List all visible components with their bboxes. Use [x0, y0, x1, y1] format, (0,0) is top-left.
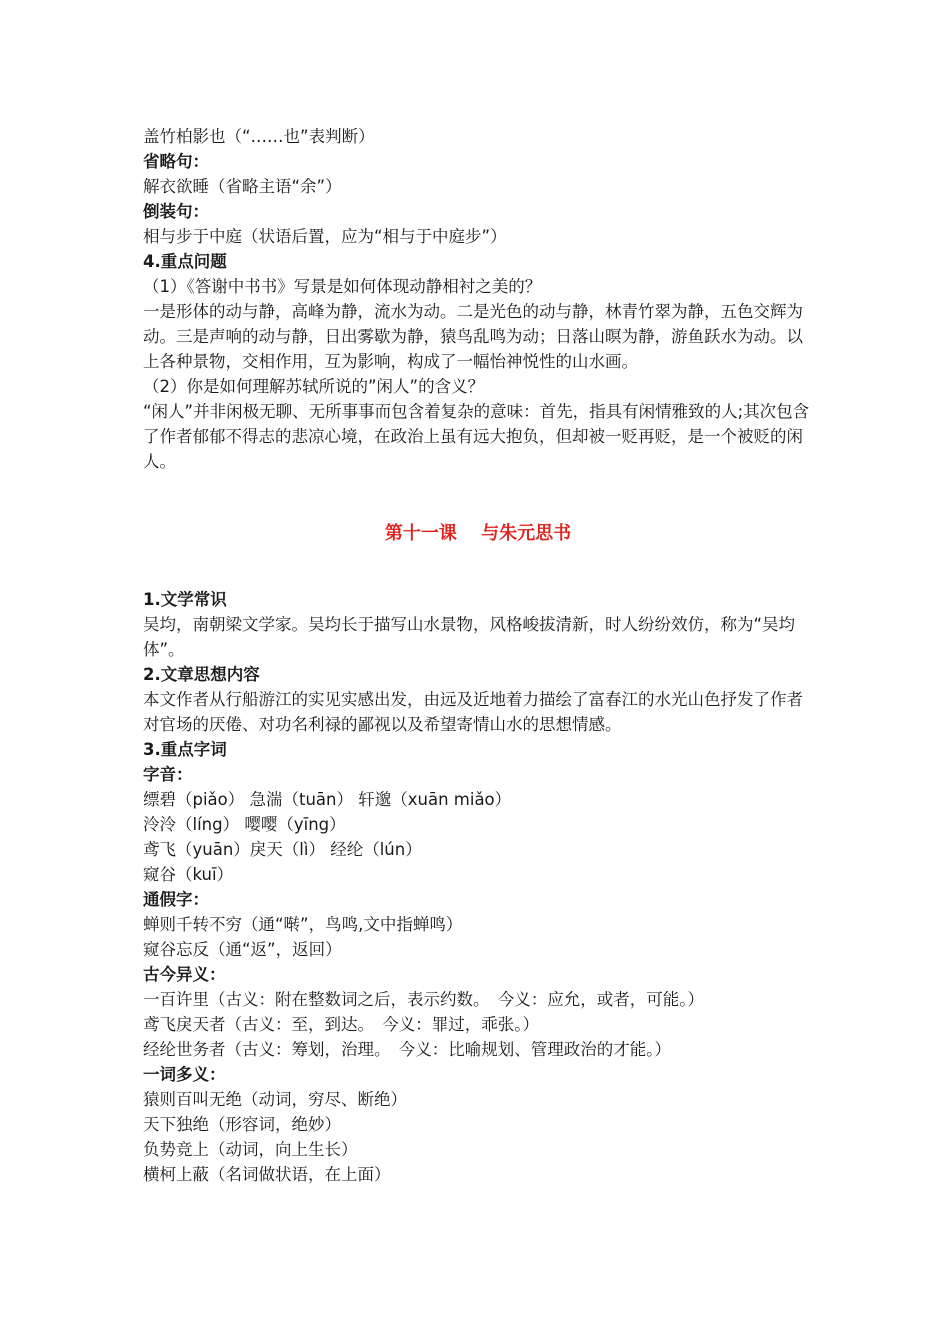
literary-knowledge-text: 吴均，南朝梁文学家。吴均长于描写山水景物，风格峻拔清新，时人纷纷效仿，称为“吴均体”。 — [143, 615, 796, 659]
judgment-sentence-example: 盖竹柏影也（“……也”表判断） — [143, 127, 375, 146]
polysemy-line: 天下独绝（形容词，绝妙） — [143, 1115, 341, 1134]
interchangeable-word-line: 蝉则千转不穷（通“啭”，鸟鸣,文中指蝉鸣） — [143, 915, 463, 934]
lesson-title: 第十一课 与朱元思书 — [384, 523, 572, 544]
interchangeable-word-line: 窥谷忘反（通“返”，返回） — [143, 940, 342, 959]
pronunciation-line: 鸢飞（yuān）戾天（lì） 经纶（lún） — [143, 840, 422, 859]
document-page — [143, 124, 813, 1187]
ancient-modern-meaning-line: 一百许里（古义：附在整数词之后，表示约数。 今义：应允，或者，可能。） — [143, 990, 704, 1009]
question-2: （2）你是如何理解苏轼所说的”闲人”的含义？ — [143, 377, 485, 396]
pronunciation-line: 泠泠（líng） 嘤嘤（yīng） — [143, 815, 346, 834]
ancient-modern-meaning-line: 经纶世务者（古义：筹划，治理。 今义：比喻规划、管理政治的才能。） — [143, 1040, 671, 1059]
literary-knowledge-heading: 1.文学常识 — [143, 590, 227, 609]
pronunciation-line: 缥碧（piǎo） 急湍（tuān） 轩邈（xuān miǎo） — [143, 790, 512, 809]
answer-2: “闲人”并非闲极无聊、无所事事而包含着复杂的意味：首先，指具有闲情雅致的人;其次包含了作者郁郁不得志的悲凉心境，在政治上虽有远大抱负，但却被一贬再贬，是一个被贬的闲人。 — [143, 402, 810, 471]
polysemy-heading: 一词多义： — [143, 1065, 226, 1084]
pronunciation-line: 窥谷（kuī） — [143, 865, 234, 884]
inverted-sentence-example: 相与步于中庭（状语后置，应为“相与于中庭步”） — [143, 227, 507, 246]
key-words-heading: 3.重点字词 — [143, 740, 227, 759]
polysemy-line: 负势竞上（动词，向上生长） — [143, 1140, 358, 1159]
polysemy-line: 横柯上蔽（名词做状语，在上面） — [143, 1165, 391, 1184]
ellipsis-sentence-example: 解衣欲睡（省略主语“余”） — [143, 177, 342, 196]
ancient-modern-meaning-line: 鸢飞戾天者（古义：至，到达。 今义：罪过，乖张。） — [143, 1015, 539, 1034]
ancient-modern-meaning-heading: 古今异义： — [143, 965, 226, 984]
question-1: （1）《答谢中书书》写景是如何体现动静相衬之美的？ — [143, 277, 542, 296]
content-idea-heading: 2.文章思想内容 — [143, 665, 260, 684]
inverted-sentence-heading: 倒装句： — [143, 202, 209, 221]
ellipsis-sentence-heading: 省略句： — [143, 152, 209, 171]
polysemy-line: 猿则百叫无绝（动词，穷尽、断绝） — [143, 1090, 407, 1109]
content-idea-text: 本文作者从行船游江的实见实感出发，由远及近地着力描绘了富春江的水光山色抒发了作者对官场的厌倦、对功名利禄的鄙视以及希望寄情山水的思想情感。 — [143, 690, 803, 734]
pronunciation-heading: 字音： — [143, 765, 193, 784]
answer-1: 一是形体的动与静，高峰为静，流水为动。二是光色的动与静，林青竹翠为静，五色交辉为动。三是声响的动与静，日出雾歇为静，猿鸟乱鸣为动；日落山暝为静，游鱼跃水为动。以上各种景物，交相作用，互为影响，构成了一幅怡神悦性的山水画。 — [143, 302, 803, 371]
interchangeable-words-heading: 通假字： — [143, 890, 209, 909]
key-questions-heading: 4.重点问题 — [143, 252, 227, 271]
